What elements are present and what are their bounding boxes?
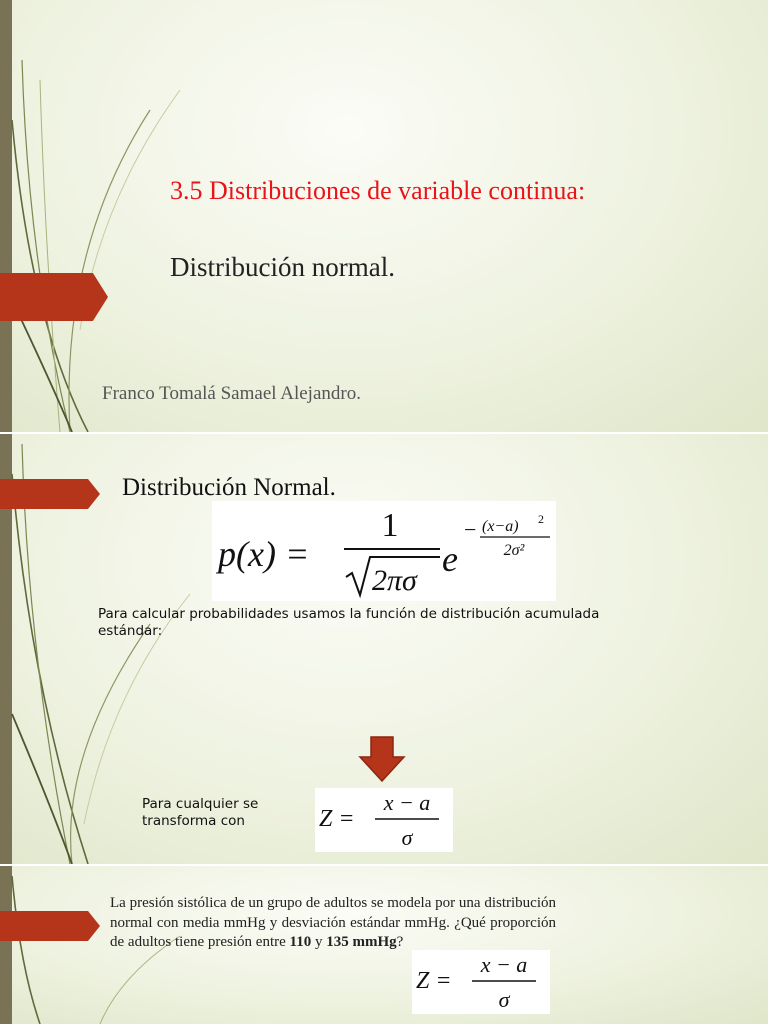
- pressure-low-value: 110: [289, 934, 312, 950]
- z-formula-lhs: Z =: [319, 806, 355, 832]
- section-heading: Distribución Normal.: [122, 474, 336, 501]
- slide-1: [0, 0, 768, 432]
- formula-numerator: 1: [381, 507, 399, 544]
- normal-pdf-formula: [212, 501, 556, 601]
- formula-base-e: e: [442, 539, 458, 579]
- section-ribbon: [0, 911, 100, 941]
- title-ribbon: [0, 273, 108, 321]
- problem-statement: [110, 894, 556, 953]
- slide-2: [0, 434, 768, 864]
- z-formula-numerator: x − a: [480, 952, 528, 977]
- cdf-paragraph: Para calcular probabilidades usamos la función de distribución acumulada estándar:: [98, 606, 600, 639]
- author-name: Franco Tomalá Samael Alejandro.: [102, 383, 361, 404]
- z-formula-numerator: x − a: [383, 790, 431, 815]
- formula-radicand: 2πσ: [372, 564, 417, 597]
- z-formula-denominator: σ: [401, 825, 413, 850]
- pressure-high-value: 135 mmHg: [326, 934, 397, 950]
- formula-exponent-sign: −: [464, 517, 477, 542]
- z-formula-denominator: σ: [498, 987, 510, 1012]
- section-ribbon: [0, 479, 100, 509]
- down-arrow-icon: [358, 736, 406, 782]
- z-formula-lhs: Z =: [416, 968, 452, 994]
- transform-paragraph: Para cualquier se transforma con: [142, 796, 259, 829]
- formula-lhs: p(x) =: [218, 534, 310, 574]
- formula-exponent-power: 2: [538, 512, 544, 526]
- problem-connector: y: [311, 934, 327, 950]
- problem-end: ?: [396, 934, 404, 950]
- formula-exponent-denominator: 2σ²: [503, 542, 525, 559]
- presentation-subtitle: Distribución normal.: [170, 252, 395, 282]
- slide-3: [0, 866, 768, 1024]
- problem-text: La presión sistólica de un grupo de adultos se modela por una distribución normal con media mmHg y desviación estándar mmHg. ¿Qué proporción de adultos tiene presión entre: [110, 895, 556, 950]
- decorative-curves: [0, 0, 768, 432]
- z-score-formula: [315, 788, 453, 852]
- z-score-formula: [412, 950, 550, 1014]
- presentation-title: 3.5 Distribuciones de variable continua:: [170, 176, 586, 205]
- formula-exponent-numerator: (x−a): [482, 518, 519, 535]
